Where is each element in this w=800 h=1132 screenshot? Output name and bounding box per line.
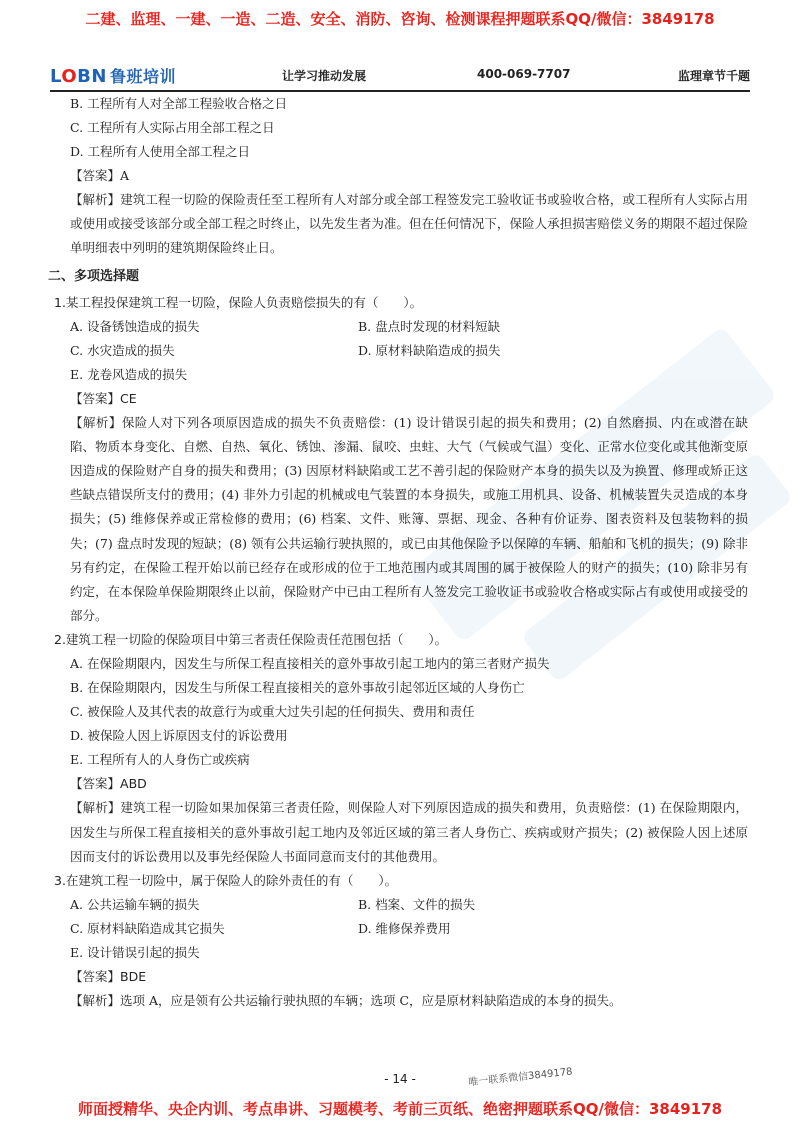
option-b: B. 档案、文件的损失 — [358, 897, 476, 913]
answer-tag: 【答案】 — [70, 390, 121, 406]
question-3-options-cd — [58, 917, 748, 941]
prev-option-b: B. 工程所有人对全部工程验收合格之日 — [70, 96, 288, 111]
question-1-options-ab — [58, 315, 748, 339]
answer-tag: 【答案】 — [70, 168, 121, 183]
option-c: C. 水灾造成的损失 — [70, 342, 175, 358]
logo-letter-l: L — [50, 66, 62, 87]
section-title: 二、多项选择题 — [48, 268, 140, 284]
option-b: B. 盘点时发现的材料短缺 — [358, 318, 501, 334]
question-2-option-b: B. 在保险期限内，因发生与所保工程直接相关的意外事故引起邻近区域的人身伤亡 — [70, 680, 525, 696]
question-2-option-d: D. 被保险人因上诉原因支付的诉讼费用 — [70, 728, 288, 744]
answer-tag: 【答案】 — [70, 969, 121, 985]
analysis-tag: 【解析】 — [70, 192, 121, 207]
option-d: D. 维修保养费用 — [358, 921, 451, 937]
prev-option-d: D. 工程所有人使用全部工程之日 — [70, 144, 251, 159]
analysis-text: 保险人对下列各项原因造成的损失不负责赔偿：(1) 设计错误引起的损失和费用；(2) 自然磨损、内在或潜在缺陷、物质本身变化、自燃、自热、氧化、锈蚀、渗漏、鼠咬、虫蛀、大气（气候或气温）变化、正常水位变化或其他渐变原因造成的保险财产自身的损失和费用；(3) 因原材料缺陷或工艺不善引起的保险财产本身的损失以及为换置、修理或矫正这些缺点错误所支付的费用；(4) 非外力引起的机械或电气装置的本身损失，或施工用机具、设备、机械装置失灵造成的本身损失；(5) 维修保养或正常检修的费用；(6) 档案、文件、账簿、票据、现金、各种有价证券、图表资料及包装物料的损失；(7) 盘点时发现的短缺；(8) 领有公共运输行驶执照的，或已由其他保险予以保障的车辆、船舶和飞机的损失；(9) 除非另有约定，在保险工程开始以前已经存在或形成的位于工地范围内或其周围的属于被保险人的财产的损失；(10) 除非另有约定，在本保险单保险期限终止以前，保险财产中已由工程所有人签发完工验收证书或验收合格或实际占有或使用或接受的部分。 — [70, 414, 748, 624]
question-1-options-cd — [58, 339, 748, 363]
analysis-tag: 【解析】 — [70, 800, 121, 816]
analysis-text: 建筑工程一切险的保险责任至工程所有人对部分或全部工程签发完工验收证书或验收合格，或工程所有人实际占用或使用或接受该部分或全部工程之时终止，以先发生者为准。但在任何情况下，保险人承担损害赔偿义务的期限不超过保险单明细表中列明的建筑期保险终止日。 — [70, 192, 748, 256]
question-1-option-e: E. 龙卷风造成的损失 — [70, 366, 188, 382]
question-2-stem: 2.建筑工程一切险的保险项目中第三者责任保险责任范围包括（ ）。 — [54, 632, 448, 648]
analysis-text: 选项 A，应是领有公共运输行驶执照的车辆；选项 C，应是原材料缺陷造成的本身的损失。 — [120, 993, 622, 1009]
header-phone: 400-069-7707 — [477, 67, 571, 81]
option-d: D. 原材料缺陷造成的损失 — [358, 342, 501, 358]
prev-option-c: C. 工程所有人实际占用全部工程之日 — [70, 120, 275, 135]
question-2-option-c: C. 被保险人及其代表的故意行为或重大过失引起的任何损失、费用和责任 — [70, 704, 475, 720]
logo-letters-bn: BN — [77, 66, 107, 87]
prev-analysis — [58, 188, 748, 261]
option-a: A. 公共运输车辆的损失 — [70, 897, 200, 913]
lbn-logo — [50, 64, 176, 87]
header-slogan: 让学习推动发展 — [282, 69, 367, 83]
question-1-analysis — [58, 411, 748, 629]
page-header — [50, 64, 750, 92]
analysis-tag: 【解析】 — [70, 993, 121, 1009]
answer-value: CE — [120, 390, 137, 406]
analysis-text: 建筑工程一切险如果加保第三者责任险，则保险人对下列原因造成的损失和费用，负责赔偿：(1) 在保险期限内，因发生与所保工程直接相关的意外事故引起工地内及邻近区域的第三者人身伤亡、疾病或财产损失；(2) 被保险人因上述原因而支付的诉讼费用以及事先经保险人书面同意而支付的其他费用。 — [70, 800, 748, 864]
question-3-analysis — [58, 989, 748, 1013]
question-3-stem: 3.在建筑工程一切险中，属于保险人的除外责任的有（ ）。 — [54, 873, 398, 889]
option-a: A. 设备锈蚀造成的损失 — [70, 318, 200, 334]
prev-answer — [58, 164, 748, 188]
analysis-tag: 【解析】 — [70, 414, 122, 430]
question-2-option-e: E. 工程所有人的人身伤亡或疾病 — [70, 752, 250, 768]
question-1-stem: 1.某工程投保建筑工程一切险，保险人负责赔偿损失的有（ ）。 — [54, 294, 423, 310]
question-2-option-a: A. 在保险期限内，因发生与所保工程直接相关的意外事故引起工地内的第三者财产损失 — [70, 656, 550, 672]
question-1-answer — [58, 387, 748, 411]
logo-chinese-name: 鲁班培训 — [109, 67, 176, 86]
question-3-options-ab — [58, 893, 748, 917]
answer-value: A — [120, 168, 130, 183]
logo-letter-o: O — [61, 66, 78, 87]
option-c: C. 原材料缺陷造成其它损失 — [70, 921, 225, 937]
answer-tag: 【答案】 — [70, 776, 121, 792]
question-3-option-e: E. 设计错误引起的损失 — [70, 945, 200, 961]
page-number: - 14 - — [384, 1072, 416, 1086]
bottom-promo-banner: 师面授精华、央企内训、考点串讲、习题模考、考前三页纸、绝密押题联系QQ/微信：3849178 — [77, 1100, 723, 1118]
question-2-answer — [58, 772, 748, 796]
page-content — [48, 92, 748, 1013]
answer-value: ABD — [120, 776, 147, 792]
contact-stamp: 唯一联系微信3849178 — [467, 1066, 574, 1089]
top-promo-banner: 二建、监理、一建、一造、二造、安全、消防、咨询、检测课程押题联系QQ/微信：3849178 — [85, 10, 715, 28]
answer-value: BDE — [120, 969, 147, 985]
question-3-answer — [58, 965, 748, 989]
question-2-analysis — [58, 796, 748, 869]
header-doc-title: 监理章节千题 — [677, 69, 750, 83]
